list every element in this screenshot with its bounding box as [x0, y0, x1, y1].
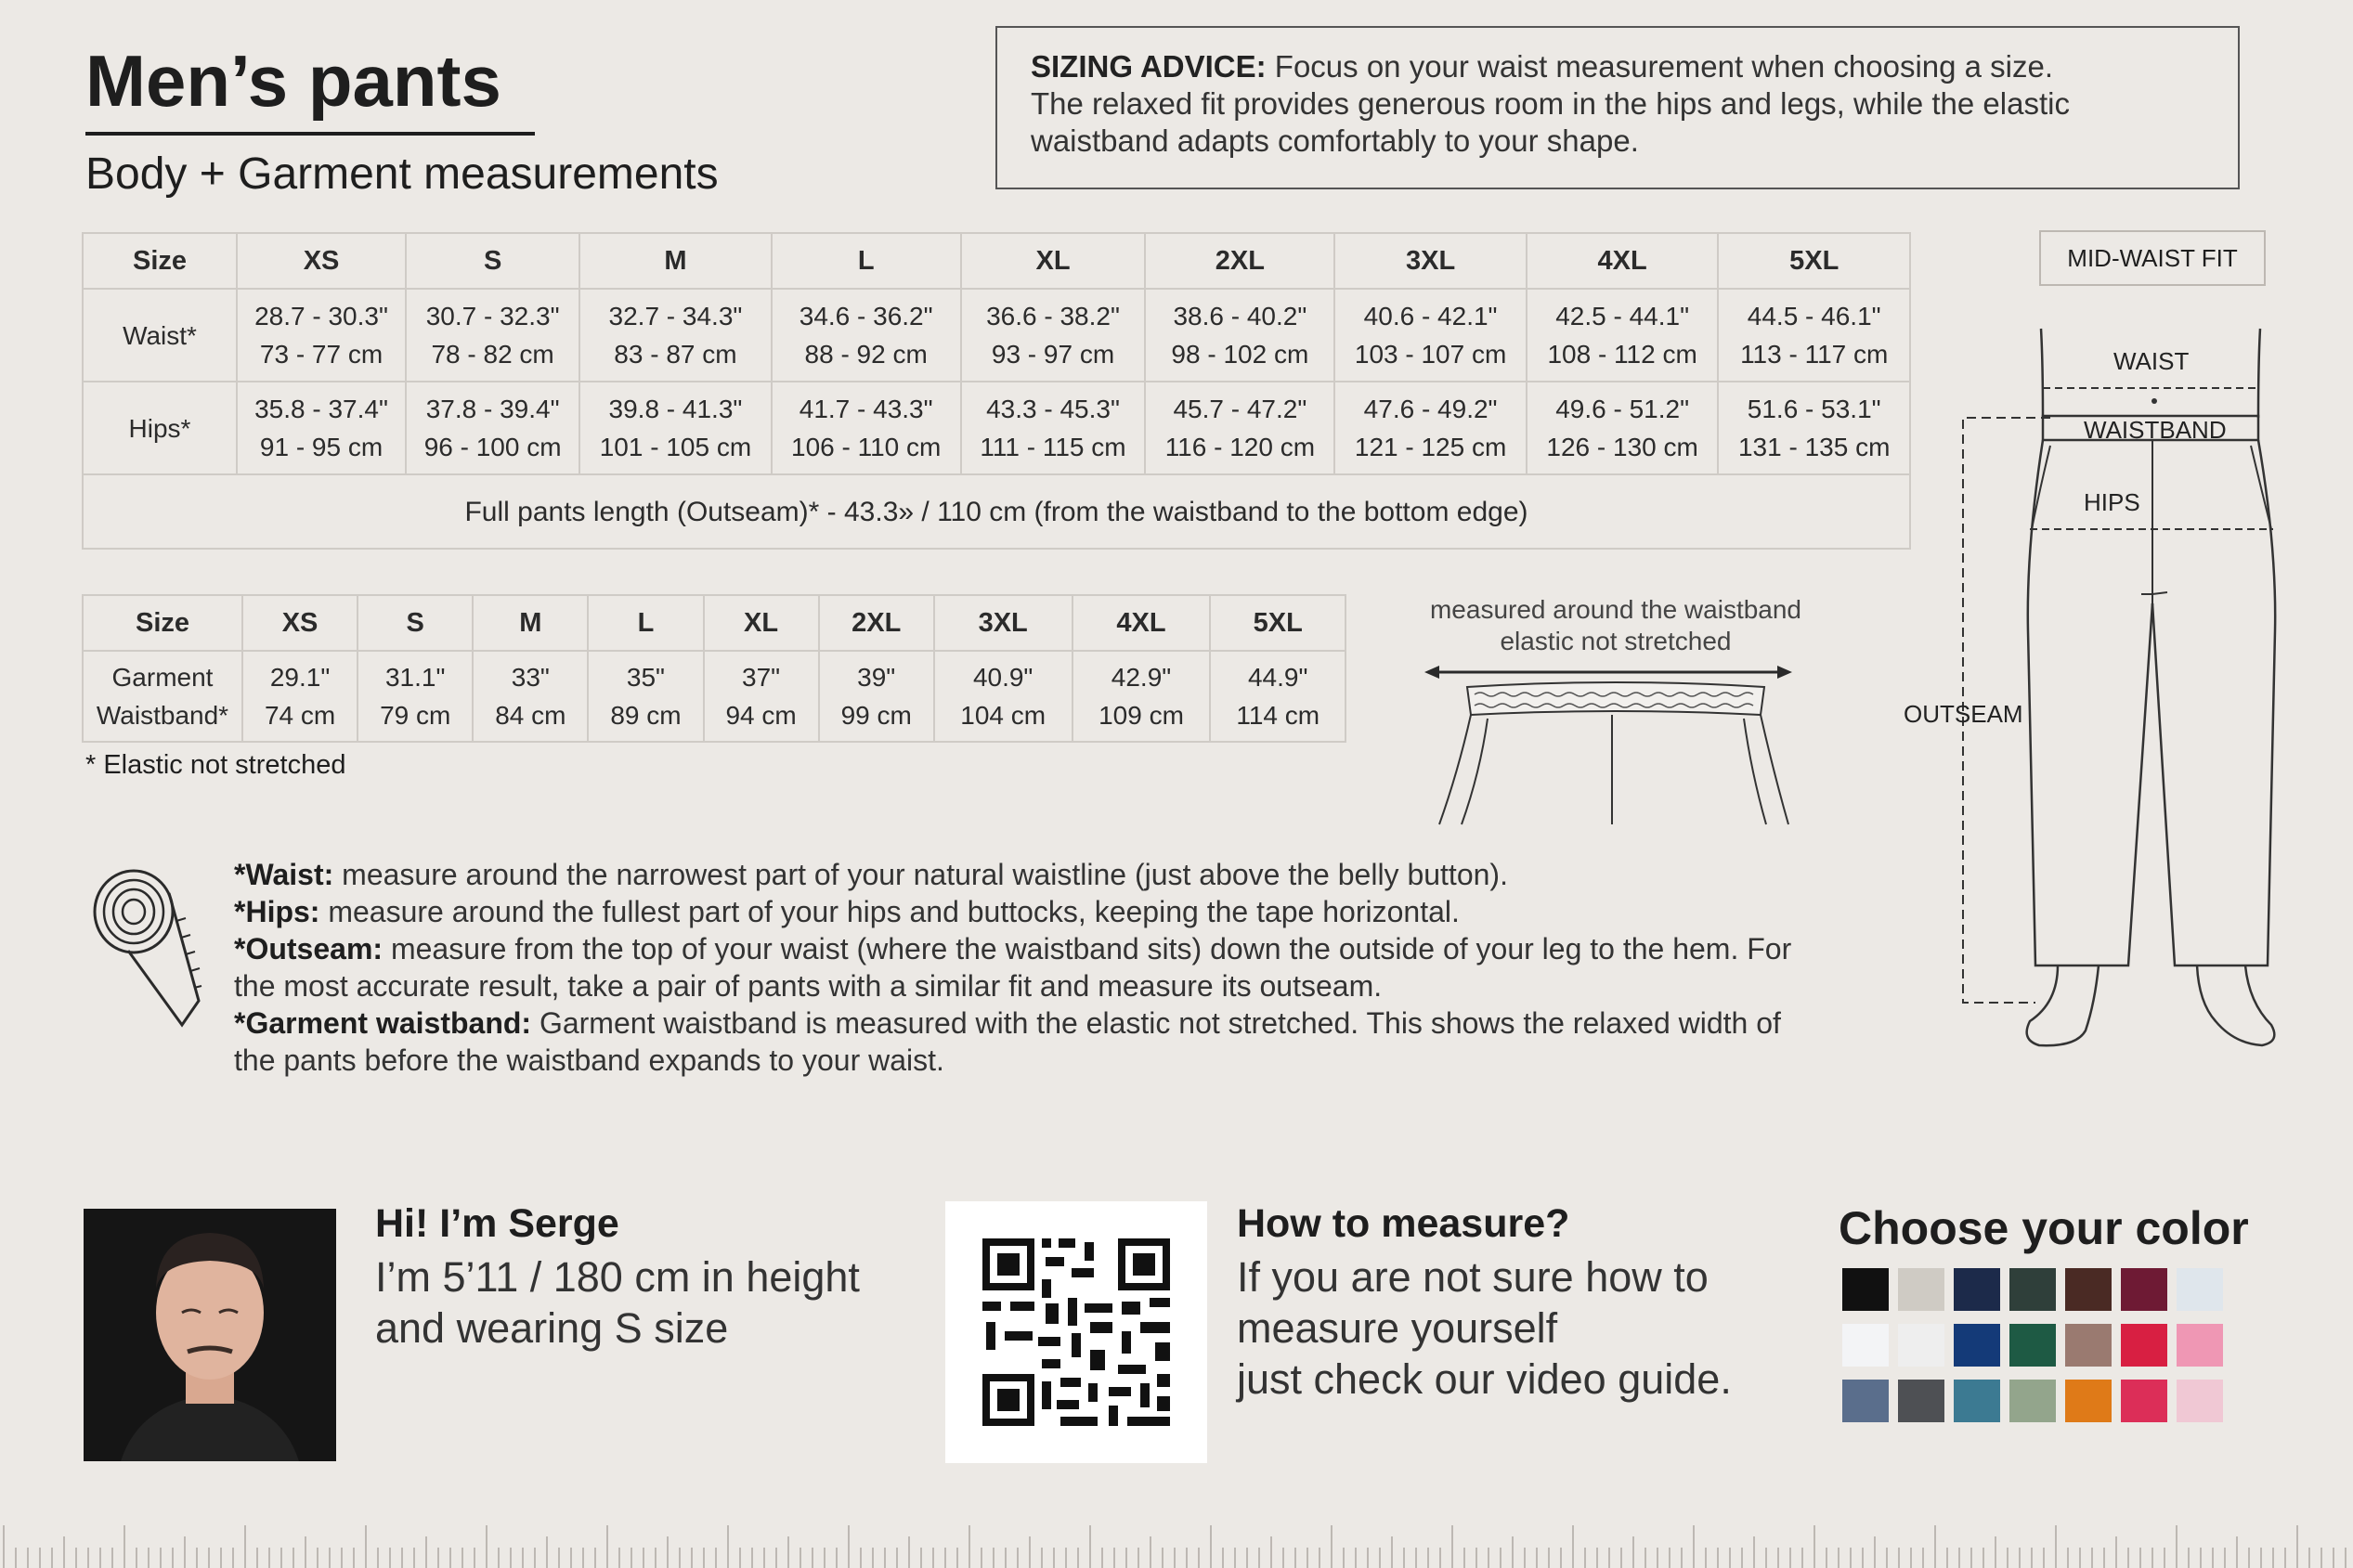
waistband-cell: 37" 94 cm [704, 651, 819, 742]
size-header-m: M [579, 233, 772, 289]
waistband-cell: 42.9" 109 cm [1072, 651, 1211, 742]
hips-cell: 51.6 - 53.1" 131 - 135 cm [1718, 382, 1910, 474]
hips-row-label: Hips* [83, 382, 237, 474]
color-swatch[interactable] [1898, 1380, 1944, 1422]
color-swatch[interactable] [2177, 1268, 2223, 1311]
waist-cell: 36.6 - 38.2" 93 - 97 cm [961, 289, 1146, 382]
size-header-row [83, 233, 1910, 289]
waistband-size-m: M [473, 595, 588, 651]
waist-row-label: Waist* [83, 289, 237, 382]
hips-cell: 47.6 - 49.2" 121 - 125 cm [1334, 382, 1527, 474]
size-header-5xl: 5XL [1718, 233, 1910, 289]
color-swatch[interactable] [2177, 1324, 2223, 1367]
size-header-xs: XS [237, 233, 406, 289]
waist-cell: 40.6 - 42.1" 103 - 107 cm [1334, 289, 1527, 382]
sizing-advice-box [995, 26, 2240, 189]
waist-row [83, 289, 1910, 382]
outseam-label: OUTSEAM [1904, 700, 2023, 728]
waistband-cell: 39" 99 cm [819, 651, 934, 742]
color-heading: Choose your color [1839, 1202, 2249, 1254]
waistband-size-xl: XL [704, 595, 819, 651]
waistband-row [83, 651, 1346, 742]
waist-cell: 38.6 - 40.2" 98 - 102 cm [1145, 289, 1334, 382]
color-swatch[interactable] [2009, 1380, 2056, 1422]
color-swatch[interactable] [1954, 1324, 2000, 1367]
hips-cell: 37.8 - 39.4" 96 - 100 cm [406, 382, 579, 474]
color-swatch[interactable] [1842, 1268, 1889, 1311]
waist-cell: 28.7 - 30.3" 73 - 77 cm [237, 289, 406, 382]
model-photo [84, 1209, 336, 1461]
how-to-measure-line-1: If you are not sure how to [1237, 1253, 1709, 1301]
color-swatch[interactable] [1954, 1380, 2000, 1422]
video-guide-qr-code[interactable] [945, 1201, 1207, 1463]
hips-cell: 43.3 - 45.3" 111 - 115 cm [961, 382, 1146, 474]
waistband-label: WAISTBAND [2084, 416, 2227, 444]
color-swatch[interactable] [1842, 1324, 1889, 1367]
color-swatch[interactable] [1842, 1380, 1889, 1422]
size-header-s: S [406, 233, 579, 289]
size-header-xl: XL [961, 233, 1146, 289]
waistband-caption: measured around the waistband elastic not stretched [1429, 595, 1802, 655]
color-swatch[interactable] [1954, 1268, 2000, 1311]
color-swatch[interactable] [2177, 1380, 2223, 1422]
instruction-waist: *Waist: measure around the narrowest part of your natural waistline (just above the belly button). [234, 858, 1508, 891]
body-measurement-table [82, 232, 1911, 550]
color-swatch[interactable] [2065, 1268, 2112, 1311]
color-swatch[interactable] [2009, 1324, 2056, 1367]
color-swatch[interactable] [1898, 1268, 1944, 1311]
how-to-measure-line-3: just check our video guide. [1237, 1355, 1732, 1403]
waist-label: WAIST [2113, 347, 2190, 375]
ruler-decoration [0, 1498, 2353, 1568]
waist-cell: 42.5 - 44.1" 108 - 112 cm [1527, 289, 1719, 382]
waistband-size-3xl: 3XL [934, 595, 1072, 651]
color-swatch[interactable] [2009, 1268, 2056, 1311]
color-swatch-grid [1842, 1268, 2232, 1422]
waistband-size-s: S [358, 595, 473, 651]
elastic-footnote: * Elastic not stretched [85, 750, 346, 780]
hips-cell: 39.8 - 41.3" 101 - 105 cm [579, 382, 772, 474]
waistband-cell: 31.1" 79 cm [358, 651, 473, 742]
waistband-size-4xl: 4XL [1072, 595, 1211, 651]
tape-measure-icon [89, 862, 212, 1032]
waistband-cell: 44.9" 114 cm [1210, 651, 1346, 742]
waistband-size-5xl: 5XL [1210, 595, 1346, 651]
waistband-cell: 33" 84 cm [473, 651, 588, 742]
instruction-hips: *Hips: measure around the fullest part of your hips and buttocks, keeping the tape horizontal. [234, 895, 1460, 928]
size-header-l: L [772, 233, 961, 289]
color-swatch[interactable] [1898, 1324, 1944, 1367]
waist-cell: 32.7 - 34.3" 83 - 87 cm [579, 289, 772, 382]
waistband-header-row [83, 595, 1346, 651]
hips-cell: 41.7 - 43.3" 106 - 110 cm [772, 382, 961, 474]
color-swatch[interactable] [2121, 1324, 2167, 1367]
instruction-garment-waistband: *Garment waistband: Garment waistband is measured with the elastic not stretched. This shows the relaxed width of the pants before the waistband expands to your waist. [234, 1006, 1781, 1077]
hips-cell: 49.6 - 51.2" 126 - 130 cm [1527, 382, 1719, 474]
waistband-diagram [1421, 661, 1811, 832]
size-header-3xl: 3XL [1334, 233, 1527, 289]
waist-cell: 34.6 - 36.2" 88 - 92 cm [772, 289, 961, 382]
length-note-row [83, 474, 1910, 549]
instruction-outseam: *Outseam: measure from the top of your waist (where the waistband sits) down the outside of your leg to the hem. For the most accurate result, take a pair of pants with a similar fit and measure its outseam. [234, 932, 1792, 1003]
color-swatch[interactable] [2121, 1380, 2167, 1422]
waistband-size-2xl: 2XL [819, 595, 934, 651]
how-to-measure-heading: How to measure? [1237, 1201, 1570, 1246]
sizing-advice-text-1: Focus on your waist measurement when choosing a size. [1266, 49, 2054, 84]
model-height-text: I’m 5’11 / 180 cm in height [375, 1253, 860, 1301]
waistband-row-label: Garment Waistband* [83, 651, 242, 742]
size-header-4xl: 4XL [1527, 233, 1719, 289]
model-heading: Hi! I’m Serge [375, 1201, 619, 1246]
mid-waist-fit-badge: MID-WAIST FIT [2039, 230, 2266, 286]
hips-label: HIPS [2084, 488, 2140, 516]
hips-cell: 35.8 - 37.4" 91 - 95 cm [237, 382, 406, 474]
title-underline [85, 132, 535, 136]
sizing-advice-text-2: The relaxed fit provides generous room in the hips and legs, while the elastic waistband adapts comfortably to your shape. [1031, 86, 2070, 158]
page-subtitle: Body + Garment measurements [85, 149, 719, 199]
waistband-size-label: Size [83, 595, 242, 651]
outseam-length-note: Full pants length (Outseam)* - 43.3» / 110 cm (from the waistband to the bottom edge) [83, 474, 1910, 549]
size-header-2xl: 2XL [1145, 233, 1334, 289]
hips-row [83, 382, 1910, 474]
size-header-label: Size [83, 233, 237, 289]
waistband-cell: 40.9" 104 cm [934, 651, 1072, 742]
model-size-text: and wearing S size [375, 1304, 729, 1352]
hips-cell: 45.7 - 47.2" 116 - 120 cm [1145, 382, 1334, 474]
color-swatch[interactable] [2121, 1268, 2167, 1311]
color-swatch[interactable] [2065, 1324, 2112, 1367]
color-swatch[interactable] [2065, 1380, 2112, 1422]
sizing-advice-label: SIZING ADVICE: [1031, 49, 1267, 84]
page-title: Men’s pants [85, 40, 501, 122]
how-to-measure-line-2: measure yourself [1237, 1304, 1558, 1352]
waistband-size-xs: XS [242, 595, 358, 651]
waistband-cell: 29.1" 74 cm [242, 651, 358, 742]
waist-cell: 30.7 - 32.3" 78 - 82 cm [406, 289, 579, 382]
waist-cell: 44.5 - 46.1" 113 - 117 cm [1718, 289, 1910, 382]
measurement-instructions [234, 856, 1794, 1079]
waistband-cell: 35" 89 cm [588, 651, 703, 742]
waistband-size-l: L [588, 595, 703, 651]
garment-waistband-table [82, 594, 1346, 743]
